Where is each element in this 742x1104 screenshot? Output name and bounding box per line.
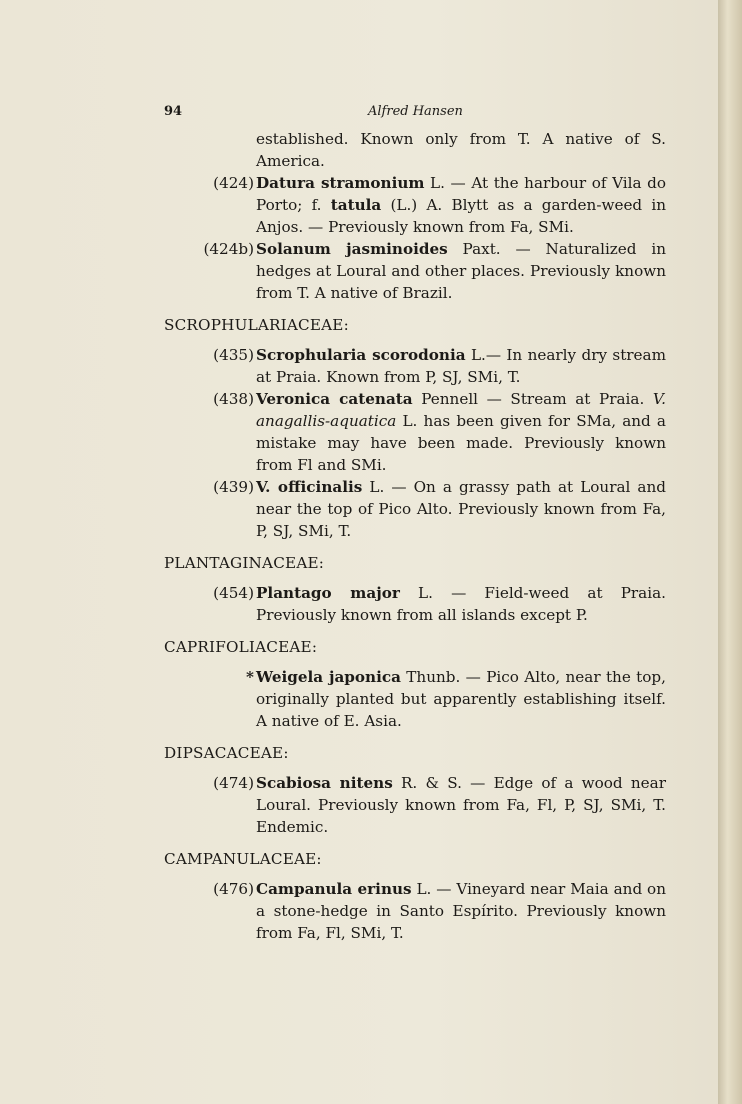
species-entry: [164, 238, 666, 304]
entry-text: — On a grassy path at Loural and near the top of Pico Alto. Previously known from Fa, P, SJ, SMi, T.: [256, 478, 666, 540]
species-author: L.: [411, 880, 432, 898]
entry-text: — At the harbour of Vila do Porto; f.: [256, 174, 666, 214]
continuation-text: established. Known only from T. A native of S. America.: [256, 130, 666, 170]
entry-number: (474): [213, 774, 254, 792]
italic-species-name: V. anagallis-aquatica: [256, 390, 667, 430]
species-name: Datura stramonium: [256, 174, 425, 192]
body-text: [164, 128, 666, 944]
book-spine-edge: [718, 0, 742, 1104]
form-name: tatula: [330, 196, 382, 214]
entry-number: (424b): [203, 240, 254, 258]
species-name: Weigela japonica: [256, 668, 401, 686]
family-heading: PLANTAGINACEAE:: [164, 554, 325, 572]
species-entry: [164, 772, 666, 838]
species-author: Pennell: [412, 390, 479, 408]
species-entry: [164, 582, 666, 626]
species-name: V. officinalis: [256, 478, 363, 496]
species-name: Plantago major: [256, 584, 400, 602]
species-author: Thunb.: [400, 668, 461, 686]
entry-text-2: L. has been given for SMa, and a mistake may have been made. Previously known from Fl and SMi.: [256, 412, 666, 474]
species-entry: [164, 666, 666, 732]
species-entry: [164, 344, 666, 388]
entry-text: — Edge of a wood near Loural. Previously known from Fa, Fl, P, SJ, SMi, T. Endemic.: [256, 774, 666, 836]
species-author: R. & S.: [392, 774, 462, 792]
running-head: Alfred Hansen: [368, 104, 463, 119]
entry-number: (439): [213, 478, 254, 496]
page-header: [164, 104, 666, 124]
entry-text: — In nearly dry stream at Praia. Known from P, SJ, SMi, T.: [256, 346, 667, 386]
family-heading: DIPSACACEAE:: [164, 744, 289, 762]
entry-text: — Naturalized in hedges at Loural and other places. Previously known from T. A native of Brazil.: [256, 240, 667, 302]
family-heading: CAPRIFOLIACEAE:: [164, 638, 318, 656]
species-entry: [164, 878, 666, 944]
species-name: Scrophularia scorodonia: [256, 346, 466, 364]
entry-number: (435): [213, 346, 254, 364]
entry-text: — Pico Alto, near the top, originally planted but apparently establishing itself. A native of E. Asia.: [256, 668, 666, 730]
species-author: L.: [362, 478, 385, 496]
species-author: L.: [465, 346, 486, 364]
species-name: Scabiosa nitens: [256, 774, 393, 792]
species-entry: [164, 476, 666, 542]
species-name: Veronica catenata: [256, 390, 413, 408]
entry-number: (454): [213, 584, 254, 602]
entry-text-2: (L.) A. Blytt as a garden-weed in Anjos. — Previously known from Fa, SMi.: [256, 196, 667, 236]
species-entry: [164, 388, 666, 476]
entry-text: — Stream at Praia.: [478, 390, 653, 408]
page-number: 94: [164, 104, 183, 119]
entry-number: (424): [213, 174, 254, 192]
species-name: Campanula erinus: [256, 880, 412, 898]
species-name: Solanum jasminoides: [256, 240, 448, 258]
family-heading: CAMPANULACEAE:: [164, 850, 322, 868]
introduced-marker: *: [246, 668, 254, 686]
entry-number: (438): [213, 390, 254, 408]
entry-text: — Vineyard near Maia and on a stone-hedge in Santo Espírito. Previously known from Fa, Fl, SMi, T.: [256, 880, 666, 942]
entry-text: — Field-weed at Praia. Previously known from all islands except P.: [256, 584, 666, 624]
species-entry: [164, 172, 666, 238]
species-author: Paxt.: [447, 240, 501, 258]
entry-number: (476): [213, 880, 254, 898]
species-author: L.: [424, 174, 445, 192]
family-heading: SCROPHULARIACEAE:: [164, 316, 349, 334]
species-author: L.: [399, 584, 433, 602]
